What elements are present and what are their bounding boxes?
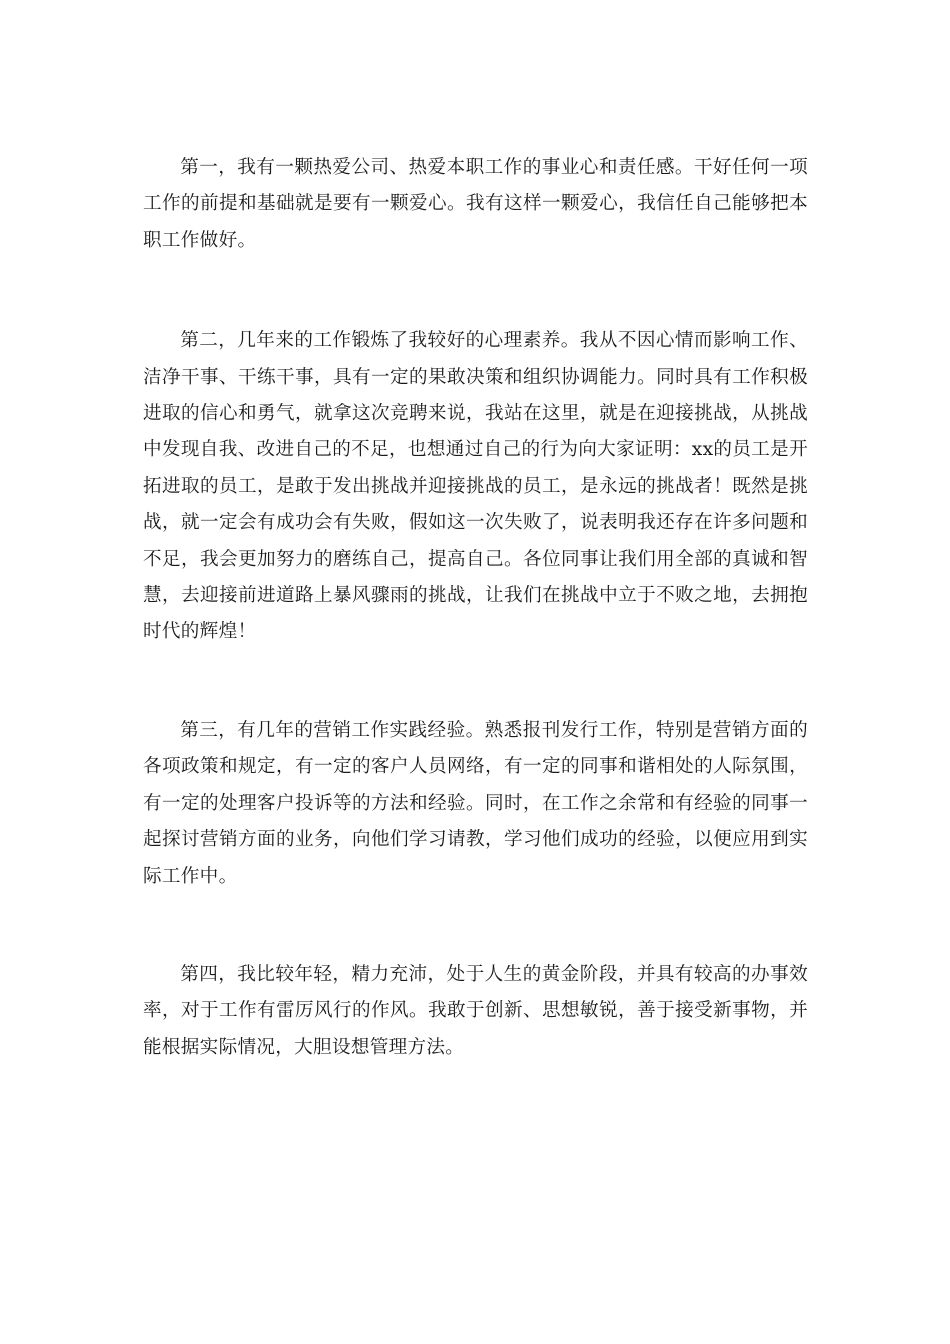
paragraph-fourth: 第四，我比较年轻，精力充沛，处于人生的黄金阶段，并具有较高的办事效率，对于工作有雷厉风行的作风。我敢于创新、思想敏锐，善于接受新事物，并能根据实际情况，大胆设想管理方法。 (143, 963, 808, 1058)
paragraph-first: 第一，我有一颗热爱公司、热爱本职工作的事业心和责任感。干好任何一项工作的前提和基础就是要有一颗爱心。我有这样一颗爱心，我信任自己能够把本职工作做好。 (143, 157, 808, 251)
document-page (143, 150, 808, 1066)
paragraph-third: 第三，有几年的营销工作实践经验。熟悉报刊发行工作，特别是营销方面的各项政策和规定，有一定的客户人员网络，有一定的同事和谐相处的人际氛围，有一定的处理客户投诉等的方法和经验。同时，在工作之余常和有经验的同事一起探讨营销方面的业务，向他们学习请教，学习他们成功的经验，以便应用到实际工作中。 (143, 719, 808, 887)
paragraph-second: 第二，几年来的工作锻炼了我较好的心理素养。我从不因心情而影响工作、洁净干事、干练干事，具有一定的果敢决策和组织协调能力。同时具有工作积极进取的信心和勇气，就拿这次竞聘来说，我站在这里，就是在迎接挑战，从挑战中发现自我、改进自己的不足，也想通过自己的行为向大家证明：xx的员工是开拓进取的员工，是敢于发出挑战并迎接挑战的员工，是永远的挑战者！既然是挑战，就一定会有成功会有失败，假如这一次失败了，说表明我还存在许多问题和不足，我会更加努力的磨练自己，提高自己。各位同事让我们用全部的真诚和智慧，去迎接前进道路上暴风骤雨的挑战，让我们在挑战中立于不败之地，去拥抱时代的辉煌！ (143, 330, 808, 643)
